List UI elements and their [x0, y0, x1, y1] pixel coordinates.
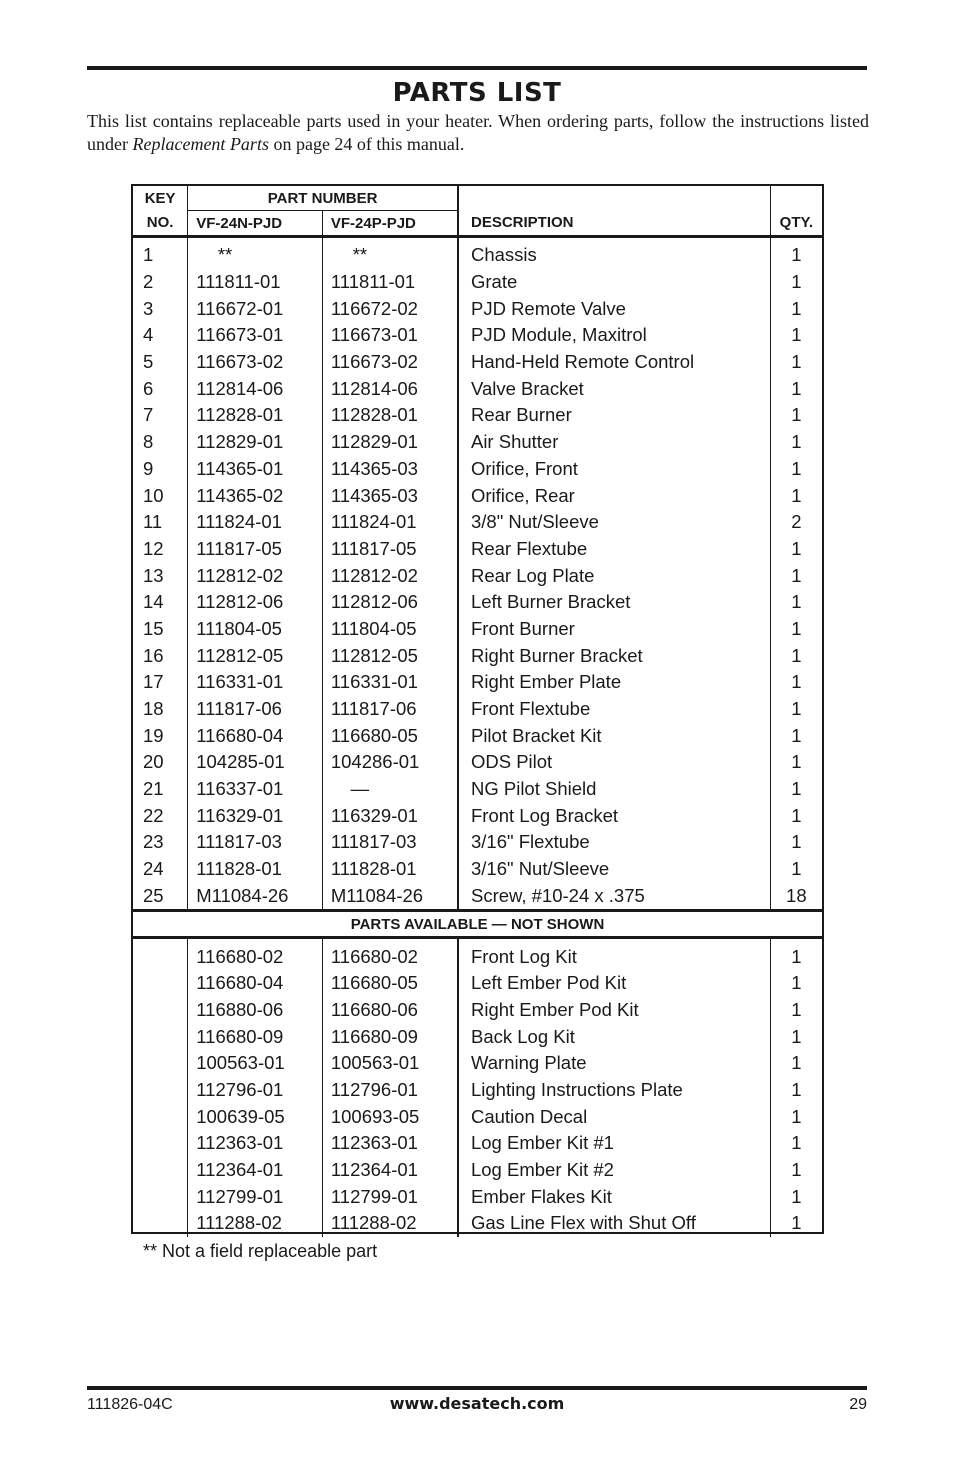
extra-parts-rows — [133, 938, 822, 1237]
intro-text-after: on page 24 of this manual. — [268, 134, 465, 154]
table-row — [133, 970, 822, 997]
part-qty: 1 — [791, 1105, 802, 1127]
table-row — [133, 482, 822, 509]
key-number: 4 — [133, 322, 188, 349]
part-number-p: 116680-09 — [322, 1023, 458, 1050]
parts-rows — [133, 237, 822, 911]
part-number-p: ** — [322, 237, 458, 269]
part-number-n: 100563-01 — [188, 1050, 323, 1077]
part-qty: 1 — [791, 831, 802, 853]
table-row — [133, 802, 822, 829]
key-number: 6 — [133, 375, 188, 402]
key-number: 21 — [133, 776, 188, 803]
table-row — [133, 295, 822, 322]
part-number-p: 116329-01 — [322, 802, 458, 829]
part-description: Right Ember Pod Kit — [458, 997, 770, 1024]
part-description: Pilot Bracket Kit — [458, 722, 770, 749]
part-description: Log Ember Kit #2 — [458, 1157, 770, 1184]
key-number: 13 — [133, 562, 188, 589]
part-description: Left Ember Pod Kit — [458, 970, 770, 997]
part-number-n: 111804-05 — [188, 616, 323, 643]
part-qty: 1 — [791, 537, 802, 559]
part-description: Front Log Bracket — [458, 802, 770, 829]
table-row — [133, 1023, 822, 1050]
key-number: 10 — [133, 482, 188, 509]
part-description: PJD Remote Valve — [458, 295, 770, 322]
header-key-line2: NO. — [133, 211, 188, 237]
part-description: Front Log Kit — [458, 938, 770, 970]
key-number: 8 — [133, 429, 188, 456]
part-description: Valve Bracket — [458, 375, 770, 402]
part-description: Gas Line Flex with Shut Off — [458, 1210, 770, 1237]
table-row — [133, 509, 822, 536]
part-number-n: 100639-05 — [188, 1103, 323, 1130]
part-description: Grate — [458, 269, 770, 296]
key-number: 24 — [133, 856, 188, 883]
table-row — [133, 669, 822, 696]
table-row — [133, 536, 822, 563]
part-qty: 1 — [791, 404, 802, 426]
key-number: 16 — [133, 642, 188, 669]
part-number-n: ** — [188, 237, 323, 269]
header-description: DESCRIPTION — [458, 211, 770, 237]
key-number: 3 — [133, 295, 188, 322]
part-qty: 1 — [791, 724, 802, 746]
part-number-p: 112796-01 — [322, 1077, 458, 1104]
part-description: Warning Plate — [458, 1050, 770, 1077]
part-description: Rear Burner — [458, 402, 770, 429]
table-row — [133, 776, 822, 803]
part-number-p: 116680-05 — [322, 722, 458, 749]
part-number-p: 116673-02 — [322, 349, 458, 376]
part-qty: 1 — [791, 457, 802, 479]
part-number-n: 116680-02 — [188, 938, 323, 970]
part-number-n: 114365-02 — [188, 482, 323, 509]
section-label: PARTS AVAILABLE — NOT SHOWN — [133, 911, 822, 938]
part-qty: 1 — [791, 998, 802, 1020]
part-number-p: 111811-01 — [322, 269, 458, 296]
part-number-n: 104285-01 — [188, 749, 323, 776]
table-row — [133, 1157, 822, 1184]
table-row — [133, 1130, 822, 1157]
table-row — [133, 1210, 822, 1237]
table-row — [133, 883, 822, 911]
doc-number: 111826-04C — [87, 1396, 173, 1413]
key-number: 15 — [133, 616, 188, 643]
part-number-p: 100563-01 — [322, 1050, 458, 1077]
part-description: Front Flextube — [458, 696, 770, 723]
part-number-p: 116672-02 — [322, 295, 458, 322]
key-number: 2 — [133, 269, 188, 296]
key-number-empty — [133, 1130, 188, 1157]
key-number: 1 — [133, 237, 188, 269]
part-qty: 1 — [791, 431, 802, 453]
key-number-empty — [133, 1050, 188, 1077]
table-row — [133, 997, 822, 1024]
part-description: 3/16" Nut/Sleeve — [458, 856, 770, 883]
part-number-n: 111824-01 — [188, 509, 323, 536]
key-number-empty — [133, 997, 188, 1024]
part-qty: 1 — [791, 1078, 802, 1100]
part-qty: 1 — [791, 377, 802, 399]
part-number-p: 116680-02 — [322, 938, 458, 970]
part-description: Lighting Instructions Plate — [458, 1077, 770, 1104]
part-number-p: 104286-01 — [322, 749, 458, 776]
page-title: PARTS LIST — [392, 78, 562, 108]
part-description: Front Burner — [458, 616, 770, 643]
key-number-empty — [133, 1077, 188, 1104]
table-row — [133, 722, 822, 749]
table-row — [133, 696, 822, 723]
part-qty: 18 — [786, 884, 807, 906]
part-qty: 1 — [791, 484, 802, 506]
key-number: 22 — [133, 802, 188, 829]
website-link[interactable]: www.desatech.com — [389, 1394, 565, 1413]
key-number-empty — [133, 970, 188, 997]
part-number-n: 116331-01 — [188, 669, 323, 696]
part-number-n: 112796-01 — [188, 1077, 323, 1104]
part-description: 3/8" Nut/Sleeve — [458, 509, 770, 536]
key-number-empty — [133, 1183, 188, 1210]
part-qty: 1 — [791, 351, 802, 373]
key-number-empty — [133, 1157, 188, 1184]
key-number-empty — [133, 1023, 188, 1050]
key-number-empty — [133, 1103, 188, 1130]
table-row — [133, 938, 822, 970]
header-qty: QTY. — [770, 211, 822, 237]
part-description: Hand-Held Remote Control — [458, 349, 770, 376]
key-number: 25 — [133, 883, 188, 911]
table-row — [133, 237, 822, 269]
bottom-divider — [87, 1386, 867, 1390]
part-number-p: 111824-01 — [322, 509, 458, 536]
key-number: 12 — [133, 536, 188, 563]
table-row — [133, 456, 822, 483]
part-description: Rear Flextube — [458, 536, 770, 563]
part-number-p: 111288-02 — [322, 1210, 458, 1237]
part-number-p: 112829-01 — [322, 429, 458, 456]
parts-table — [133, 186, 822, 1237]
table-row — [133, 589, 822, 616]
table-row — [133, 829, 822, 856]
part-number-n: 112828-01 — [188, 402, 323, 429]
part-description: Chassis — [458, 237, 770, 269]
part-number-p: 114365-03 — [322, 456, 458, 483]
part-qty: 1 — [791, 778, 802, 800]
part-number-p: 111817-03 — [322, 829, 458, 856]
key-number-empty — [133, 1210, 188, 1237]
header-model-p: VF-24P-PJD — [322, 211, 458, 237]
part-number-p: 112812-02 — [322, 562, 458, 589]
part-number-n: 116329-01 — [188, 802, 323, 829]
part-description: Orifice, Rear — [458, 482, 770, 509]
table-row — [133, 269, 822, 296]
table-row — [133, 1183, 822, 1210]
header-model-n: VF-24N-PJD — [188, 211, 323, 237]
footnote: ** Not a field replaceable part — [143, 1241, 378, 1261]
parts-table-frame — [131, 184, 824, 1234]
part-number-p: 111804-05 — [322, 616, 458, 643]
part-qty: 2 — [791, 511, 802, 533]
part-qty: 1 — [791, 1025, 802, 1047]
part-number-p: 116680-06 — [322, 997, 458, 1024]
part-qty: 1 — [791, 244, 802, 266]
table-row — [133, 749, 822, 776]
part-description: Orifice, Front — [458, 456, 770, 483]
part-qty: 1 — [791, 945, 802, 967]
table-row — [133, 375, 822, 402]
key-number: 18 — [133, 696, 188, 723]
part-qty: 1 — [791, 644, 802, 666]
intro-emphasis: Replacement Parts — [132, 134, 269, 154]
part-qty: 1 — [791, 271, 802, 293]
header-desc-spacer — [458, 186, 770, 211]
table-row — [133, 616, 822, 643]
header-qty-spacer — [770, 186, 822, 211]
part-description: Right Burner Bracket — [458, 642, 770, 669]
part-qty: 1 — [791, 858, 802, 880]
part-qty: 1 — [791, 751, 802, 773]
key-number: 9 — [133, 456, 188, 483]
part-number-n: 116672-01 — [188, 295, 323, 322]
part-number-n: 116680-04 — [188, 722, 323, 749]
part-qty: 1 — [791, 324, 802, 346]
part-number-n: 111817-05 — [188, 536, 323, 563]
part-number-n: 112812-06 — [188, 589, 323, 616]
key-number-empty — [133, 938, 188, 970]
part-number-p: 116673-01 — [322, 322, 458, 349]
table-row — [133, 642, 822, 669]
part-number-p: 100693-05 — [322, 1103, 458, 1130]
part-description: Rear Log Plate — [458, 562, 770, 589]
header-part-number: PART NUMBER — [188, 186, 458, 211]
key-number: 20 — [133, 749, 188, 776]
part-number-p: 112363-01 — [322, 1130, 458, 1157]
part-number-n: 116680-04 — [188, 970, 323, 997]
intro-text-before: This list contains replaceable parts used in your heater. When ordering parts, follow the instructions listed under — [87, 111, 869, 154]
part-number-n: 116337-01 — [188, 776, 323, 803]
header-key-line1: KEY — [133, 186, 188, 211]
part-description: NG Pilot Shield — [458, 776, 770, 803]
intro-paragraph — [87, 110, 869, 156]
part-qty: 1 — [791, 297, 802, 319]
table-row — [133, 1103, 822, 1130]
part-qty: 1 — [791, 1132, 802, 1154]
part-number-n: 112799-01 — [188, 1183, 323, 1210]
part-number-n: 111817-06 — [188, 696, 323, 723]
part-number-n: 111817-03 — [188, 829, 323, 856]
part-number-n: 116680-09 — [188, 1023, 323, 1050]
part-qty: 1 — [791, 1052, 802, 1074]
part-qty: 1 — [791, 1159, 802, 1181]
key-number: 5 — [133, 349, 188, 376]
part-description: Air Shutter — [458, 429, 770, 456]
part-description: Caution Decal — [458, 1103, 770, 1130]
part-number-p: 116680-05 — [322, 970, 458, 997]
table-row — [133, 1050, 822, 1077]
part-qty: 1 — [791, 564, 802, 586]
part-number-n: 112812-05 — [188, 642, 323, 669]
part-number-n: 116880-06 — [188, 997, 323, 1024]
part-number-p: 111828-01 — [322, 856, 458, 883]
part-qty: 1 — [791, 972, 802, 994]
part-qty: 1 — [791, 804, 802, 826]
top-divider — [87, 66, 867, 70]
part-number-p: 112812-06 — [322, 589, 458, 616]
table-row — [133, 349, 822, 376]
part-number-p: 111817-06 — [322, 696, 458, 723]
key-number: 14 — [133, 589, 188, 616]
part-number-p: 112812-05 — [322, 642, 458, 669]
part-description: PJD Module, Maxitrol — [458, 322, 770, 349]
part-qty: 1 — [791, 617, 802, 639]
table-row — [133, 429, 822, 456]
part-description: ODS Pilot — [458, 749, 770, 776]
part-description: Right Ember Plate — [458, 669, 770, 696]
part-number-n: 112363-01 — [188, 1130, 323, 1157]
part-description: Screw, #10-24 x .375 — [458, 883, 770, 911]
part-number-p: 112828-01 — [322, 402, 458, 429]
part-description: Log Ember Kit #1 — [458, 1130, 770, 1157]
part-number-p: — — [322, 776, 458, 803]
table-row — [133, 562, 822, 589]
part-number-n: M11084-26 — [188, 883, 323, 911]
part-number-n: 116673-01 — [188, 322, 323, 349]
section-divider — [133, 911, 822, 938]
part-description: 3/16" Flextube — [458, 829, 770, 856]
part-description: Back Log Kit — [458, 1023, 770, 1050]
part-number-n: 114365-01 — [188, 456, 323, 483]
part-number-n: 111811-01 — [188, 269, 323, 296]
table-row — [133, 1077, 822, 1104]
part-number-n: 112364-01 — [188, 1157, 323, 1184]
part-number-p: 111817-05 — [322, 536, 458, 563]
part-qty: 1 — [791, 591, 802, 613]
part-number-p: 112364-01 — [322, 1157, 458, 1184]
table-row — [133, 856, 822, 883]
key-number: 19 — [133, 722, 188, 749]
part-qty: 1 — [791, 1185, 802, 1207]
part-number-n: 111288-02 — [188, 1210, 323, 1237]
part-qty: 1 — [791, 671, 802, 693]
part-qty: 1 — [791, 1212, 802, 1234]
part-qty: 1 — [791, 698, 802, 720]
part-number-p: M11084-26 — [322, 883, 458, 911]
part-number-n: 116673-02 — [188, 349, 323, 376]
page-number: 29 — [849, 1396, 867, 1413]
key-number: 23 — [133, 829, 188, 856]
table-row — [133, 322, 822, 349]
key-number: 11 — [133, 509, 188, 536]
table-row — [133, 402, 822, 429]
part-description: Ember Flakes Kit — [458, 1183, 770, 1210]
part-number-n: 111828-01 — [188, 856, 323, 883]
key-number: 17 — [133, 669, 188, 696]
part-number-p: 114365-03 — [322, 482, 458, 509]
part-number-n: 112812-02 — [188, 562, 323, 589]
key-number: 7 — [133, 402, 188, 429]
part-number-n: 112814-06 — [188, 375, 323, 402]
part-number-p: 116331-01 — [322, 669, 458, 696]
part-description: Left Burner Bracket — [458, 589, 770, 616]
part-number-p: 112814-06 — [322, 375, 458, 402]
part-number-p: 112799-01 — [322, 1183, 458, 1210]
part-number-n: 112829-01 — [188, 429, 323, 456]
